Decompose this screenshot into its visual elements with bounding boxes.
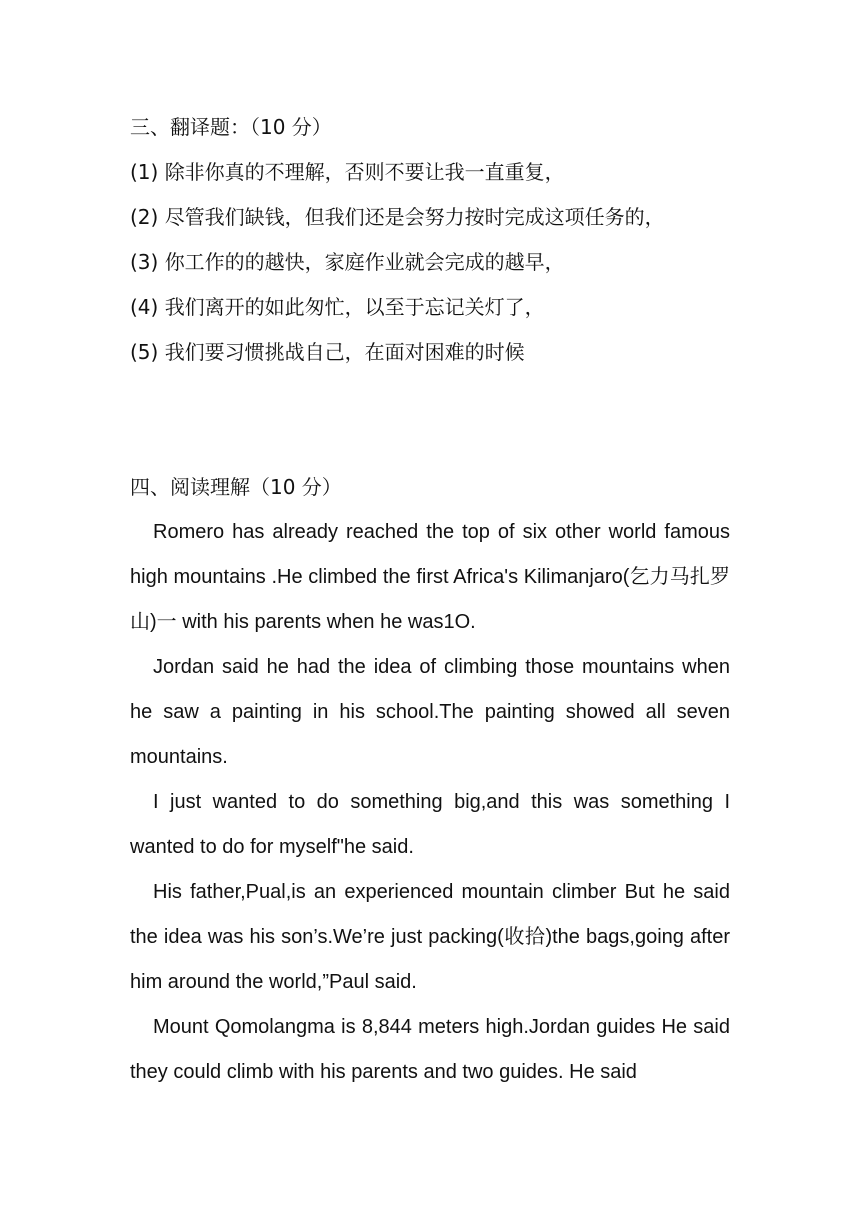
translation-item-2: (2) 尽管我们缺钱，但我们还是会努力按时完成这项任务的， <box>130 205 665 229</box>
reading-paragraph-4: His father,Pual,is an experienced mountain climber But he said the idea was his son’s.We’re just packing(收拾)the bags,going after him around the world,”Paul said. <box>130 881 730 993</box>
reading-paragraph-2: Jordan said he had the idea of climbing those mountains when he saw a painting in his school.The painting showed all seven mountains. <box>130 656 730 768</box>
reading-paragraph-3: I just wanted to do something big,and this was something I wanted to do for myself"he said. <box>130 791 730 858</box>
translation-item-4: (4) 我们离开的如此匆忙，以至于忘记关灯了， <box>130 295 545 319</box>
translation-item-1: (1) 除非你真的不理解，否则不要让我一直重复， <box>130 160 565 184</box>
reading-paragraph-1: Romero has already reached the top of six other world famous high mountains .He climbed the first Africa's Kilimanjaro(乞力马扎罗山)一 with his parents when he was1O. <box>130 521 730 633</box>
reading-section-heading: 四、阅读理解（10 分） <box>130 475 342 499</box>
translation-item-3: (3) 你工作的的越快，家庭作业就会完成的越早， <box>130 250 565 274</box>
translation-item-5: (5) 我们要习惯挑战自己，在面对困难的时候 <box>130 340 525 364</box>
reading-paragraph-5: Mount Qomolangma is 8,844 meters high.Jordan guides He said they could climb with his parents and two guides. He said <box>130 1016 730 1083</box>
translation-section-heading: 三、翻译题：（10 分） <box>130 115 332 139</box>
